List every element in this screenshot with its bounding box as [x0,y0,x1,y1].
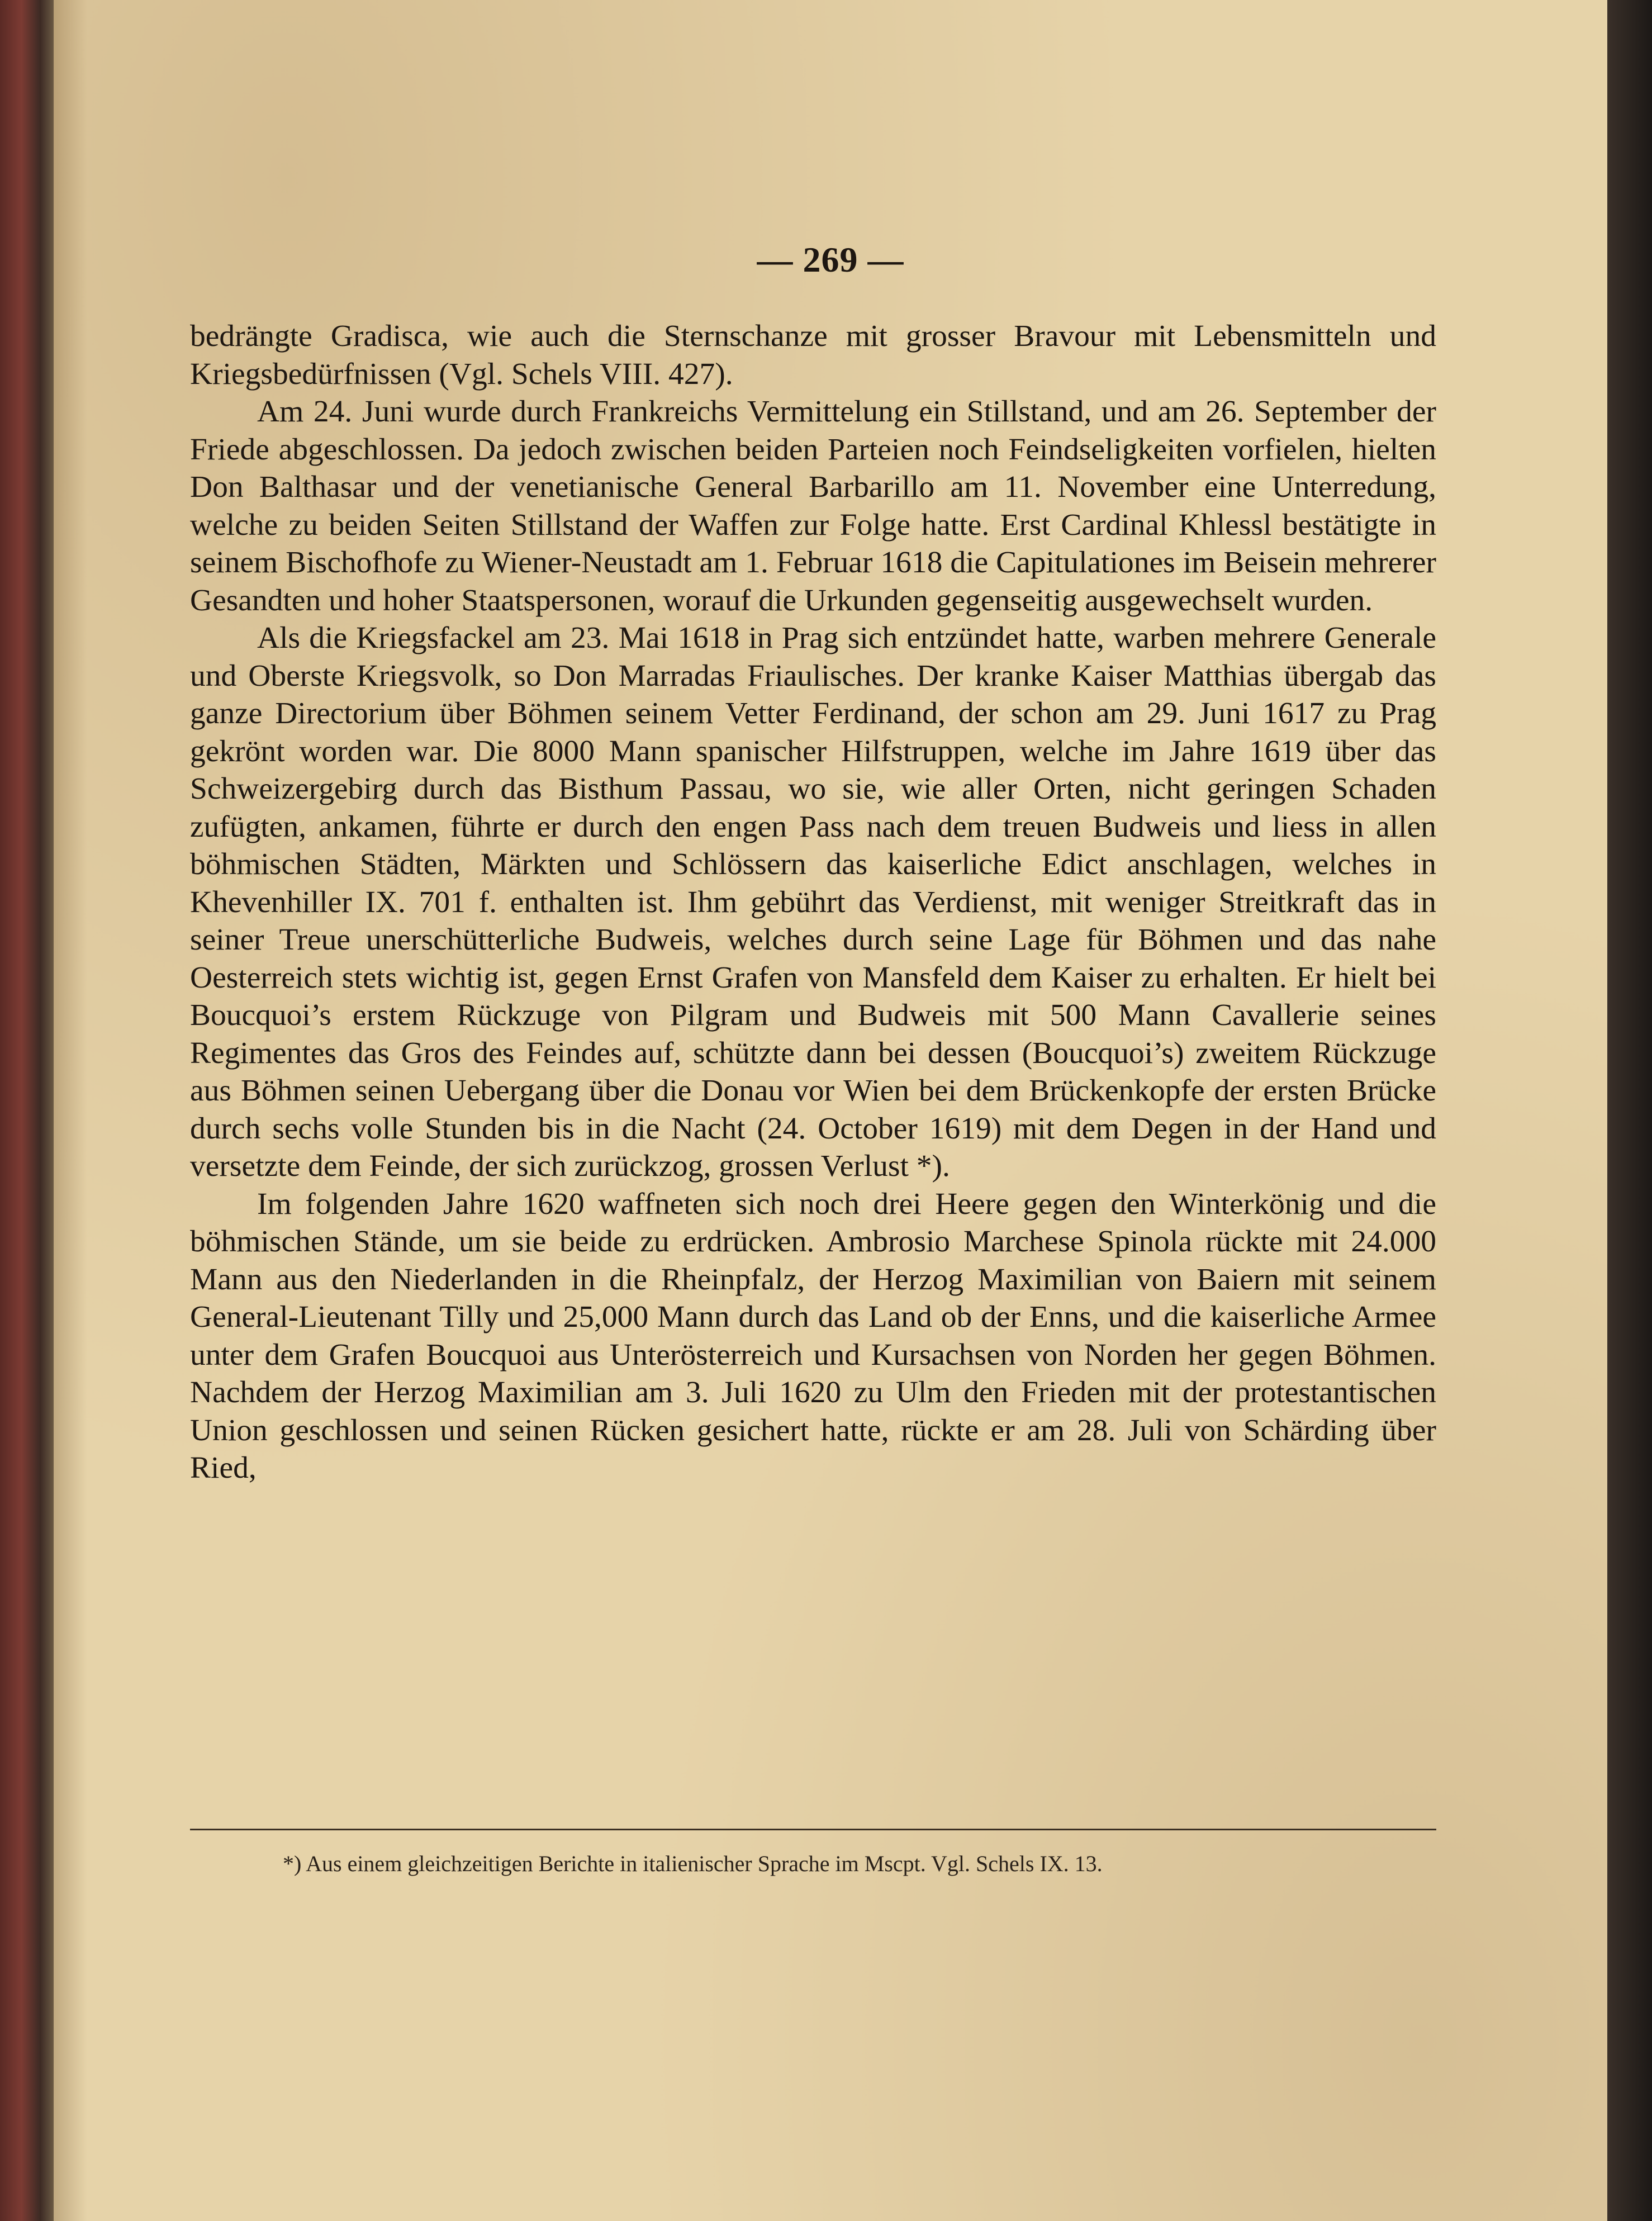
book-binding [0,0,54,2221]
body-text [190,317,1436,1487]
page-edge-shadow [1607,0,1652,2221]
paragraph-2: Am 24. Juni wurde durch Frankreichs Vermittelung ein Stillstand, und am 26. September der Friede abgeschlossen. Da jedoch zwischen beiden Parteien noch Feindseligkeiten vorfielen, hielten Don Balthasar und der venetianische General Barbarillo am 11. November eine Unterredung, welche zu beiden Seiten Stillstand der Waffen zur Folge hatte. Erst Cardinal Khlessl bestätigte in seinem Bischofhofe zu Wiener-Neustadt am 1. Februar 1618 die Capitulationes im Beisein mehrerer Gesandten und hoher Staatspersonen, worauf die Urkunden gegenseitig ausgewechselt wurden. [190,395,1436,618]
footnote-divider [190,1829,1436,1830]
paragraph-3: Als die Kriegsfackel am 23. Mai 1618 in Prag sich entzündet hatte, warben mehrere Generale und Oberste Kriegsvolk, so Don Marradas Friaulisches. Der kranke Kaiser Matthias übergab das ganze Directorium über Böhmen seinem Vetter Ferdinand, der schon am 29. Juni 1617 zu Prag gekrönt worden war. Die 8000 Mann spanischer Hilfstruppen, welche im Jahre 1619 über das Schweizergebirg durch das Bisthum Passau, wo sie, wie aller Orten, nicht geringen Schaden zufügten, ankamen, führte er durch den engen Pass nach dem treuen Budweis und liess in allen böhmischen Städten, Märkten und Schlössern das kaiserliche Edict anschlagen, welches in Khevenhiller IX. 701 f. enthalten ist. Ihm gebührt das Verdienst, mit weniger Streitkraft das in seiner Treue unerschütterliche Budweis, welches durch seine Lage für Böhmen und das nahe Oesterreich stets wichtig ist, gegen Ernst Grafen von Mansfeld dem Kaiser zu erhalten. Er hielt bei Boucquoi’s erstem Rückzuge von Pilgram und Budweis mit 500 Mann Cavallerie seines Regimentes das Gros des Feindes auf, schützte dann bei dessen (Boucquoi’s) zweitem Rückzuge aus Böhmen seinen Uebergang über die Donau vor Wien bei dem Brückenkopfe der ersten Brücke durch sechs volle Stunden bis in die Nacht (24. October 1619) mit dem Degen in der Hand und versetzte dem Feinde, der sich zurückzog, grossen Verlust *). [190,621,1436,1183]
footnote: *) Aus einem gleichzeitigen Berichte in italienischer Sprache im Mscpt. Vgl. Schels IX. 13. [283,1851,1103,1876]
paragraph-4: Im folgenden Jahre 1620 waffneten sich noch drei Heere gegen den Winterkönig und die böhmischen Stände, um sie beide zu erdrücken. Ambrosio Marchese Spinola rückte mit 24.000 Mann aus den Niederlanden in die Rheinpfalz, der Herzog Maximilian von Baiern mit seinem General-Lieutenant Tilly und 25,000 Mann durch das Land ob der Enns, und die kaiserliche Armee unter dem Grafen Boucquoi aus Unterösterreich und Kursachsen von Norden her gegen Böhmen. Nachdem der Herzog Maximilian am 3. Juli 1620 zu Ulm den Frieden mit der protestantischen Union geschlossen und seinen Rücken gesichert hatte, rückte er am 28. Juli von Schärding über Ried, [190,1187,1436,1485]
book-page [54,0,1610,2221]
page-number: — 269 — [757,240,904,279]
paragraph-1: bedrängte Gradisca, wie auch die Sternschanze mit grosser Bravour mit Lebensmitteln und Kriegsbedürfnissen (Vgl. Schels VIII. 427). [190,319,1436,391]
